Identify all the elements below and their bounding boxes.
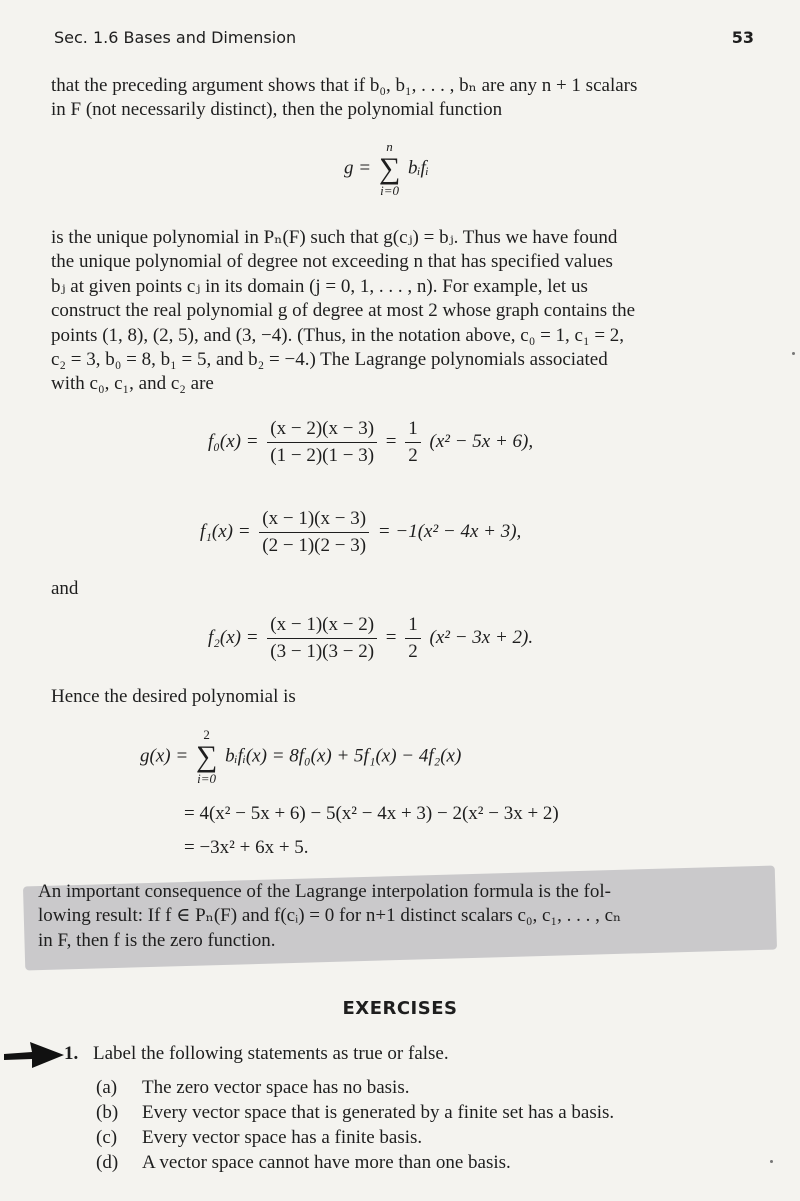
sum-upper: 2 bbox=[203, 727, 210, 742]
sum-upper: n bbox=[386, 139, 393, 154]
coefficient-fraction bbox=[405, 614, 421, 663]
eq-lhs: g = bbox=[344, 157, 376, 179]
fraction bbox=[267, 614, 377, 663]
subitem-label: (d) bbox=[96, 1152, 119, 1173]
summation bbox=[196, 728, 217, 786]
exercise-subitem-a bbox=[96, 1077, 409, 1099]
denominator: (1 − 2)(1 − 3) bbox=[270, 445, 375, 466]
body-paragraph bbox=[51, 226, 753, 397]
equation-gx-line1 bbox=[140, 728, 461, 786]
text-line: c₂ = 3, b₀ = 8, b₁ = 5, and b₂ = −4.) The Lagrange polynomials associated bbox=[51, 349, 608, 371]
page-number: 53 bbox=[731, 28, 754, 47]
eq-lhs: f₁(x) = bbox=[200, 520, 251, 542]
subitem-text: A vector space cannot have more than one basis. bbox=[142, 1152, 511, 1173]
text-line: that the preceding argument shows that if b₀, b₁, . . . , bₙ are any n + 1 scalars bbox=[51, 75, 638, 96]
text-line: points (1, 8), (2, 5), and (3, −4). (Thus, in the notation above, c₀ = 1, c₁ = 2, bbox=[51, 324, 625, 346]
subitem-text: Every vector space that is generated by a finite set has a basis. bbox=[142, 1102, 615, 1123]
text-line: with c₀, c₁, and c₂ are bbox=[51, 373, 214, 395]
coefficient-fraction bbox=[405, 418, 421, 467]
subitem-label: (c) bbox=[96, 1127, 118, 1148]
equation-gx-line3: = −3x² + 6x + 5. bbox=[184, 837, 309, 858]
denominator: 2 bbox=[408, 445, 418, 466]
sigma-symbol: ∑ bbox=[378, 152, 401, 185]
text-line: construct the real polynomial g of degree at most 2 whose graph contains the bbox=[51, 300, 636, 322]
text-line: and bbox=[51, 578, 79, 599]
denominator: (2 − 1)(2 − 3) bbox=[262, 535, 367, 556]
text-line: in F, then f is the zero function. bbox=[38, 929, 276, 951]
equation-g-sum bbox=[344, 140, 429, 198]
equals-sign: = bbox=[385, 626, 397, 648]
numerator: 1 bbox=[405, 614, 421, 639]
equation-f1 bbox=[200, 508, 521, 557]
exercise-subitem-c bbox=[96, 1127, 422, 1149]
exercise-number: 1. bbox=[64, 1043, 79, 1064]
summation bbox=[379, 140, 400, 198]
eq-rest: bᵢfᵢ(x) = 8f₀(x) + 5f₁(x) − 4f₂(x) bbox=[225, 745, 462, 767]
eq-lhs: f₂(x) = bbox=[208, 626, 259, 648]
exercise-subitem-b bbox=[96, 1102, 614, 1124]
text-line: An important consequence of the Lagrange interpolation formula is the fol- bbox=[38, 881, 611, 902]
subitem-text: The zero vector space has no basis. bbox=[142, 1077, 410, 1098]
text-line: Hence the desired polynomial is bbox=[51, 686, 296, 707]
text-line: the unique polynomial of degree not exceeding n that has specified values bbox=[51, 251, 613, 273]
subitem-label: (a) bbox=[96, 1077, 118, 1098]
text-line: lowing result: If f ∈ Pₙ(F) and f(cᵢ) = 0 for n+1 distinct scalars c₀, c₁, . . . , cₙ bbox=[38, 905, 622, 927]
exercise-subitem-d bbox=[96, 1152, 511, 1174]
sum-lower: i=0 bbox=[197, 771, 217, 786]
denominator: (3 − 1)(3 − 2) bbox=[270, 641, 375, 662]
numerator: 1 bbox=[405, 418, 421, 443]
eq-rhs: = −1(x² − 4x + 3), bbox=[377, 520, 522, 542]
hence-line bbox=[51, 685, 753, 709]
numerator: (x − 1)(x − 2) bbox=[267, 614, 377, 639]
highlighted-paragraph bbox=[38, 880, 754, 953]
text-line: in F (not necessarily distinct), then the polynomial function bbox=[51, 99, 503, 121]
scan-speck bbox=[792, 352, 795, 355]
exercise-text: Label the following statements as true or false. bbox=[93, 1043, 449, 1064]
eq-lhs: f₀(x) = bbox=[208, 430, 259, 452]
exercises-heading: EXERCISES bbox=[342, 998, 458, 1019]
fraction bbox=[267, 418, 377, 467]
section-title: Sec. 1.6 Bases and Dimension bbox=[54, 28, 297, 47]
eq-term: bᵢfᵢ bbox=[407, 157, 429, 179]
equals-sign: = bbox=[385, 430, 397, 452]
intro-paragraph bbox=[51, 74, 753, 123]
text-line: is the unique polynomial in Pₙ(F) such that g(cⱼ) = bⱼ. Thus we have found bbox=[51, 227, 618, 248]
and-word bbox=[51, 577, 753, 601]
text-line: bⱼ at given points cⱼ in its domain (j = 0, 1, . . . , n). For example, let us bbox=[51, 275, 588, 297]
eq-lhs: g(x) = bbox=[140, 745, 193, 767]
scan-speck bbox=[770, 1160, 773, 1163]
subitem-text: Every vector space has a finite basis. bbox=[142, 1127, 423, 1148]
numerator: (x − 1)(x − 3) bbox=[259, 508, 369, 533]
equation-gx-line2: = 4(x² − 5x + 6) − 5(x² − 4x + 3) − 2(x² − 3x + 2) bbox=[184, 803, 559, 824]
hand-drawn-arrow-icon bbox=[2, 1034, 68, 1074]
subitem-label: (b) bbox=[96, 1102, 119, 1123]
denominator: 2 bbox=[408, 641, 418, 662]
fraction bbox=[259, 508, 369, 557]
equation-f0 bbox=[208, 418, 533, 467]
exercise-item-1 bbox=[64, 1043, 449, 1065]
eq-rhs: (x² − 3x + 2). bbox=[429, 626, 534, 648]
sum-lower: i=0 bbox=[380, 183, 399, 198]
eq-rhs: (x² − 5x + 6), bbox=[429, 430, 534, 452]
sigma-symbol: ∑ bbox=[195, 740, 218, 773]
equation-f2 bbox=[208, 614, 533, 663]
numerator: (x − 2)(x − 3) bbox=[267, 418, 377, 443]
